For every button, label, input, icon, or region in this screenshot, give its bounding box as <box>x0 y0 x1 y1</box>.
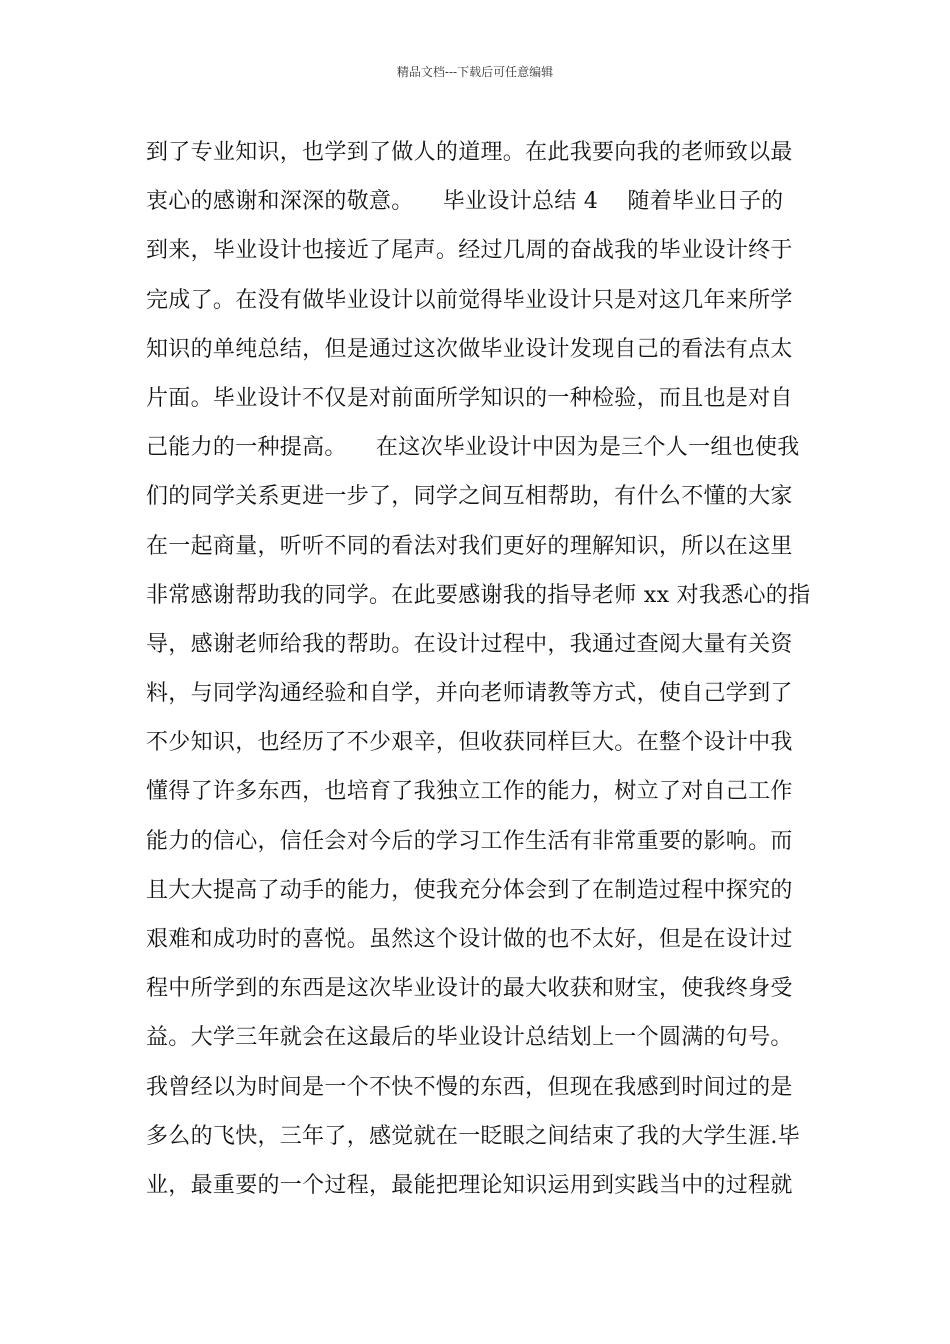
text-line: 衷心的感谢和深深的敬意。 毕业设计总结 4 随着毕业日子的 <box>146 189 784 215</box>
text-line: 多么的飞快，三年了，感觉就在一眨眼之间结束了我的大学生涯.毕 <box>146 1123 800 1149</box>
text-line: 且大大提高了动手的能力，使我充分体会到了在制造过程中探究的 <box>146 877 793 903</box>
text-line: 到来，毕业设计也接近了尾声。经过几周的奋战我的毕业设计终于 <box>146 238 793 264</box>
text-line: 己能力的一种提高。 在这次毕业设计中因为是三个人一组也使我 <box>146 435 800 461</box>
text-line: 懂得了许多东西，也培育了我独立工作的能力，树立了对自己工作 <box>146 779 793 805</box>
text-line: 片面。毕业设计不仅是对前面所学知识的一种检验，而且也是对自 <box>146 385 793 411</box>
text-line: 导，感谢老师给我的帮助。在设计过程中，我通过查阅大量有关资 <box>146 631 793 657</box>
text-line: 到了专业知识，也学到了做人的道理。在此我要向我的老师致以最 <box>146 140 793 165</box>
text-line: 们的同学关系更进一步了，同学之间互相帮助，有什么不懂的大家 <box>146 484 793 510</box>
text-line: 在一起商量，听听不同的看法对我们更好的理解知识，所以在这里 <box>146 533 793 559</box>
page-header: 精品文档---下载后可任意编辑 <box>396 65 554 79</box>
text-line: 完成了。在没有做毕业设计以前觉得毕业设计只是对这几年来所学 <box>146 287 793 313</box>
text-line: 知识的单纯总结，但是通过这次做毕业设计发现自己的看法有点太 <box>146 336 793 362</box>
text-line: 程中所学到的东西是这次毕业设计的最大收获和财宝，使我终身受 <box>146 976 793 1002</box>
text-line: 益。大学三年就会在这最后的毕业设计总结划上一个圆满的句号。 <box>146 1025 793 1051</box>
text-line: 不少知识，也经历了不少艰辛，但收获同样巨大。在整个设计中我 <box>146 730 793 756</box>
text-line: 业，最重要的一个过程，最能把理论知识运用到实践当中的过程就 <box>146 1172 793 1198</box>
text-line: 我曾经以为时间是一个不快不慢的东西，但现在我感到时间过的是 <box>146 1074 793 1100</box>
text-line: 料，与同学沟通经验和自学，并向老师请教等方式，使自己学到了 <box>146 681 793 707</box>
document-body <box>146 128 816 1210</box>
text-line: 能力的信心，信任会对今后的学习工作生活有非常重要的影响。而 <box>146 828 793 854</box>
text-line: 艰难和成功时的喜悦。虽然这个设计做的也不太好，但是在设计过 <box>146 927 793 952</box>
text-line: 非常感谢帮助我的同学。在此要感谢我的指导老师 xx 对我悉心的指 <box>146 582 811 608</box>
